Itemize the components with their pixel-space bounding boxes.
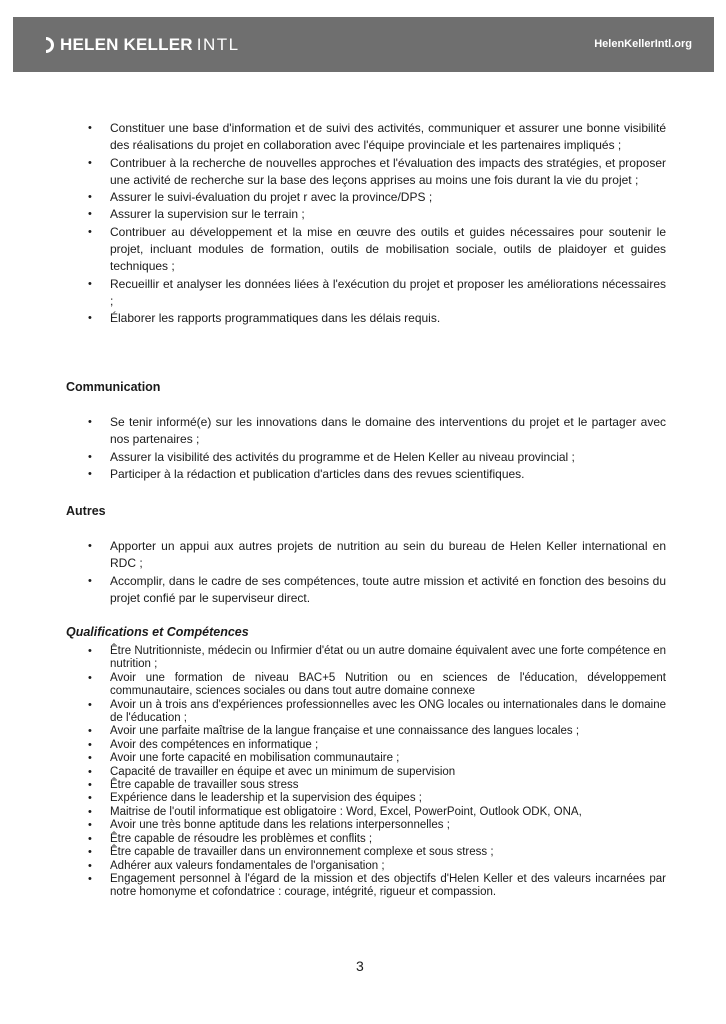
list-item-text: Contribuer au développement et la mise en œuvre des outils et guides nécessaires pour soutenir le projet, incluant modules de formation, outils de mobilisation sociale, outils de plaidoyer et guides techniques ; <box>110 224 666 274</box>
bullet-icon: • <box>88 872 92 885</box>
list-item-text: Être capable de travailler sous stress <box>110 779 299 792</box>
list-item-text: Assurer la supervision sur le terrain ; <box>110 207 305 222</box>
list-item-text: Avoir une parfaite maîtrise de la langue française et une connaissance des langues locales ; <box>110 725 580 738</box>
list-item-text: Assurer la visibilité des activités du programme et de Helen Keller au niveau provincial ; <box>110 449 575 464</box>
communication-section <box>0 414 726 483</box>
list-item <box>0 739 726 752</box>
list-item-text: Constituer une base d'information et de suivi des activités, communiquer et assurer une bonne visibilité des réalisations du projet en collaboration avec l'équipe provinciale et les partenaires impliqués ; <box>110 121 666 153</box>
autres-heading: Autres <box>66 504 106 518</box>
list-item-text: Avoir un à trois ans d'expériences professionnelles avec les ONG locales ou internationales dans le domaine de l'éducation ; <box>110 698 666 725</box>
list-item <box>0 819 726 832</box>
helen-keller-logo <box>46 34 240 56</box>
bullet-icon: • <box>88 671 92 684</box>
autres-section <box>0 538 726 607</box>
bullet-icon: • <box>88 725 92 738</box>
bullet-icon: • <box>88 752 92 765</box>
list-item <box>0 779 726 792</box>
list-item-text: Expérience dans le leadership et la supervision des équipes ; <box>110 792 422 805</box>
list-item <box>0 310 726 327</box>
page-number: 3 <box>356 958 364 974</box>
logo-brand-text: HELEN KELLER <box>60 35 193 54</box>
bullet-icon: • <box>88 156 92 169</box>
list-item <box>0 189 726 206</box>
bullet-icon: • <box>88 277 92 290</box>
list-item-text: Adhérer aux valeurs fondamentales de l'organisation ; <box>110 859 385 872</box>
list-item-text: Être capable de travailler dans un environnement complexe et sous stress ; <box>110 846 494 859</box>
list-item <box>0 224 726 276</box>
list-item-text: Contribuer à la recherche de nouvelles approches et l'évaluation des impacts des stratégies, et proposer une activité de recherche sur la base des leçons apprises au moins une fois durant la vie du projet ; <box>110 155 666 187</box>
list-item <box>0 155 726 190</box>
bullet-icon: • <box>88 846 92 859</box>
communication-heading: Communication <box>66 380 161 394</box>
list-item <box>0 276 726 311</box>
bullet-icon: • <box>88 832 92 845</box>
qualifications-section <box>0 645 726 900</box>
list-item <box>0 573 726 608</box>
bullet-icon: • <box>88 819 92 832</box>
bullet-icon: • <box>88 792 92 805</box>
list-item <box>0 792 726 805</box>
list-item <box>0 466 726 483</box>
bullet-icon: • <box>88 738 92 751</box>
bullet-icon: • <box>88 191 92 204</box>
list-item <box>0 725 726 738</box>
list-item <box>0 414 726 449</box>
list-item-text: Participer à la rédaction et publication d'articles dans des revues scientifiques. <box>110 466 525 481</box>
page-header <box>13 17 714 72</box>
list-item <box>0 833 726 846</box>
list-item-text: Capacité de travailler en équipe et avec un minimum de supervision <box>110 765 456 778</box>
bullet-icon: • <box>88 450 92 463</box>
bullet-icon: • <box>88 416 92 428</box>
qualifications-heading: Qualifications et Compétences <box>66 625 249 639</box>
bullet-icon: • <box>88 225 92 238</box>
list-item <box>0 206 726 223</box>
communication-list <box>0 414 726 483</box>
list-item <box>0 752 726 765</box>
list-item-text: Apporter un appui aux autres projets de nutrition au sein du bureau de Helen Keller international en RDC ; <box>110 539 666 571</box>
list-item <box>0 538 726 573</box>
list-item-text: Être Nutritionniste, médecin ou Infirmier d'état ou un autre domaine équivalent avec une forte compétence en nutrition ; <box>110 645 666 671</box>
bullet-icon: • <box>88 779 92 792</box>
list-item <box>0 806 726 819</box>
responsibilities-list <box>0 120 726 328</box>
list-item-text: Élaborer les rapports programmatiques dans les délais requis. <box>110 311 441 326</box>
list-item-text: Se tenir informé(e) sur les innovations dans le domaine des interventions du projet et le partager avec nos partenaires ; <box>110 415 666 447</box>
bullet-icon: • <box>88 122 92 134</box>
bullet-icon: • <box>88 805 92 818</box>
qualifications-list <box>0 645 726 900</box>
header-website-url: HelenKellerIntl.org <box>594 38 692 50</box>
list-item <box>0 645 726 672</box>
bullet-icon: • <box>88 467 92 480</box>
bullet-icon: • <box>88 574 92 587</box>
list-item-text: Avoir des compétences en informatique ; <box>110 738 319 751</box>
list-item-text: Accomplir, dans le cadre de ses compétences, toute autre mission et activité en fonction des besoins du projet confié par le superviseur direct. <box>110 573 666 605</box>
list-item-text: Être capable de résoudre les problèmes et conflits ; <box>110 832 373 845</box>
list-item-text: Avoir une très bonne aptitude dans les relations interpersonnelles ; <box>110 819 450 832</box>
autres-list <box>0 538 726 607</box>
list-item <box>0 860 726 873</box>
bullet-icon: • <box>88 645 92 657</box>
logo-mark-icon <box>46 37 54 53</box>
list-item-text: Recueillir et analyser les données liées à l'exécution du projet et proposer les améliorations nécessaires ; <box>110 276 666 308</box>
list-item <box>0 120 726 155</box>
list-item <box>0 846 726 859</box>
list-item-text: Assurer le suivi-évaluation du projet r avec la province/DPS ; <box>110 190 433 205</box>
bullet-icon: • <box>88 859 92 872</box>
list-item-text: Avoir une formation de niveau BAC+5 Nutrition ou en sciences de l'éducation, développement communautaire, sciences sociales ou dans tout autre domaine connexe <box>110 671 666 698</box>
list-item <box>0 672 726 699</box>
list-item-text: Engagement personnel à l'égard de la mission et des objectifs d'Helen Keller et des valeurs incarnées par notre homonyme et cofondatrice : courage, intégrité, rigueur et compassion. <box>110 872 666 899</box>
list-item <box>0 766 726 779</box>
logo-suffix-text: INTL <box>196 35 240 54</box>
responsibilities-list-section <box>0 120 726 328</box>
list-item <box>0 873 726 900</box>
bullet-icon: • <box>88 208 92 221</box>
list-item <box>0 449 726 466</box>
bullet-icon: • <box>88 698 92 711</box>
list-item-text: Maitrise de l'outil informatique est obligatoire : Word, Excel, PowerPoint, Outlook ODK, ONA, <box>110 805 582 818</box>
list-item <box>0 699 726 726</box>
bullet-icon: • <box>88 765 92 778</box>
bullet-icon: • <box>88 312 92 325</box>
bullet-icon: • <box>88 540 92 552</box>
list-item-text: Avoir une forte capacité en mobilisation communautaire ; <box>110 752 400 765</box>
